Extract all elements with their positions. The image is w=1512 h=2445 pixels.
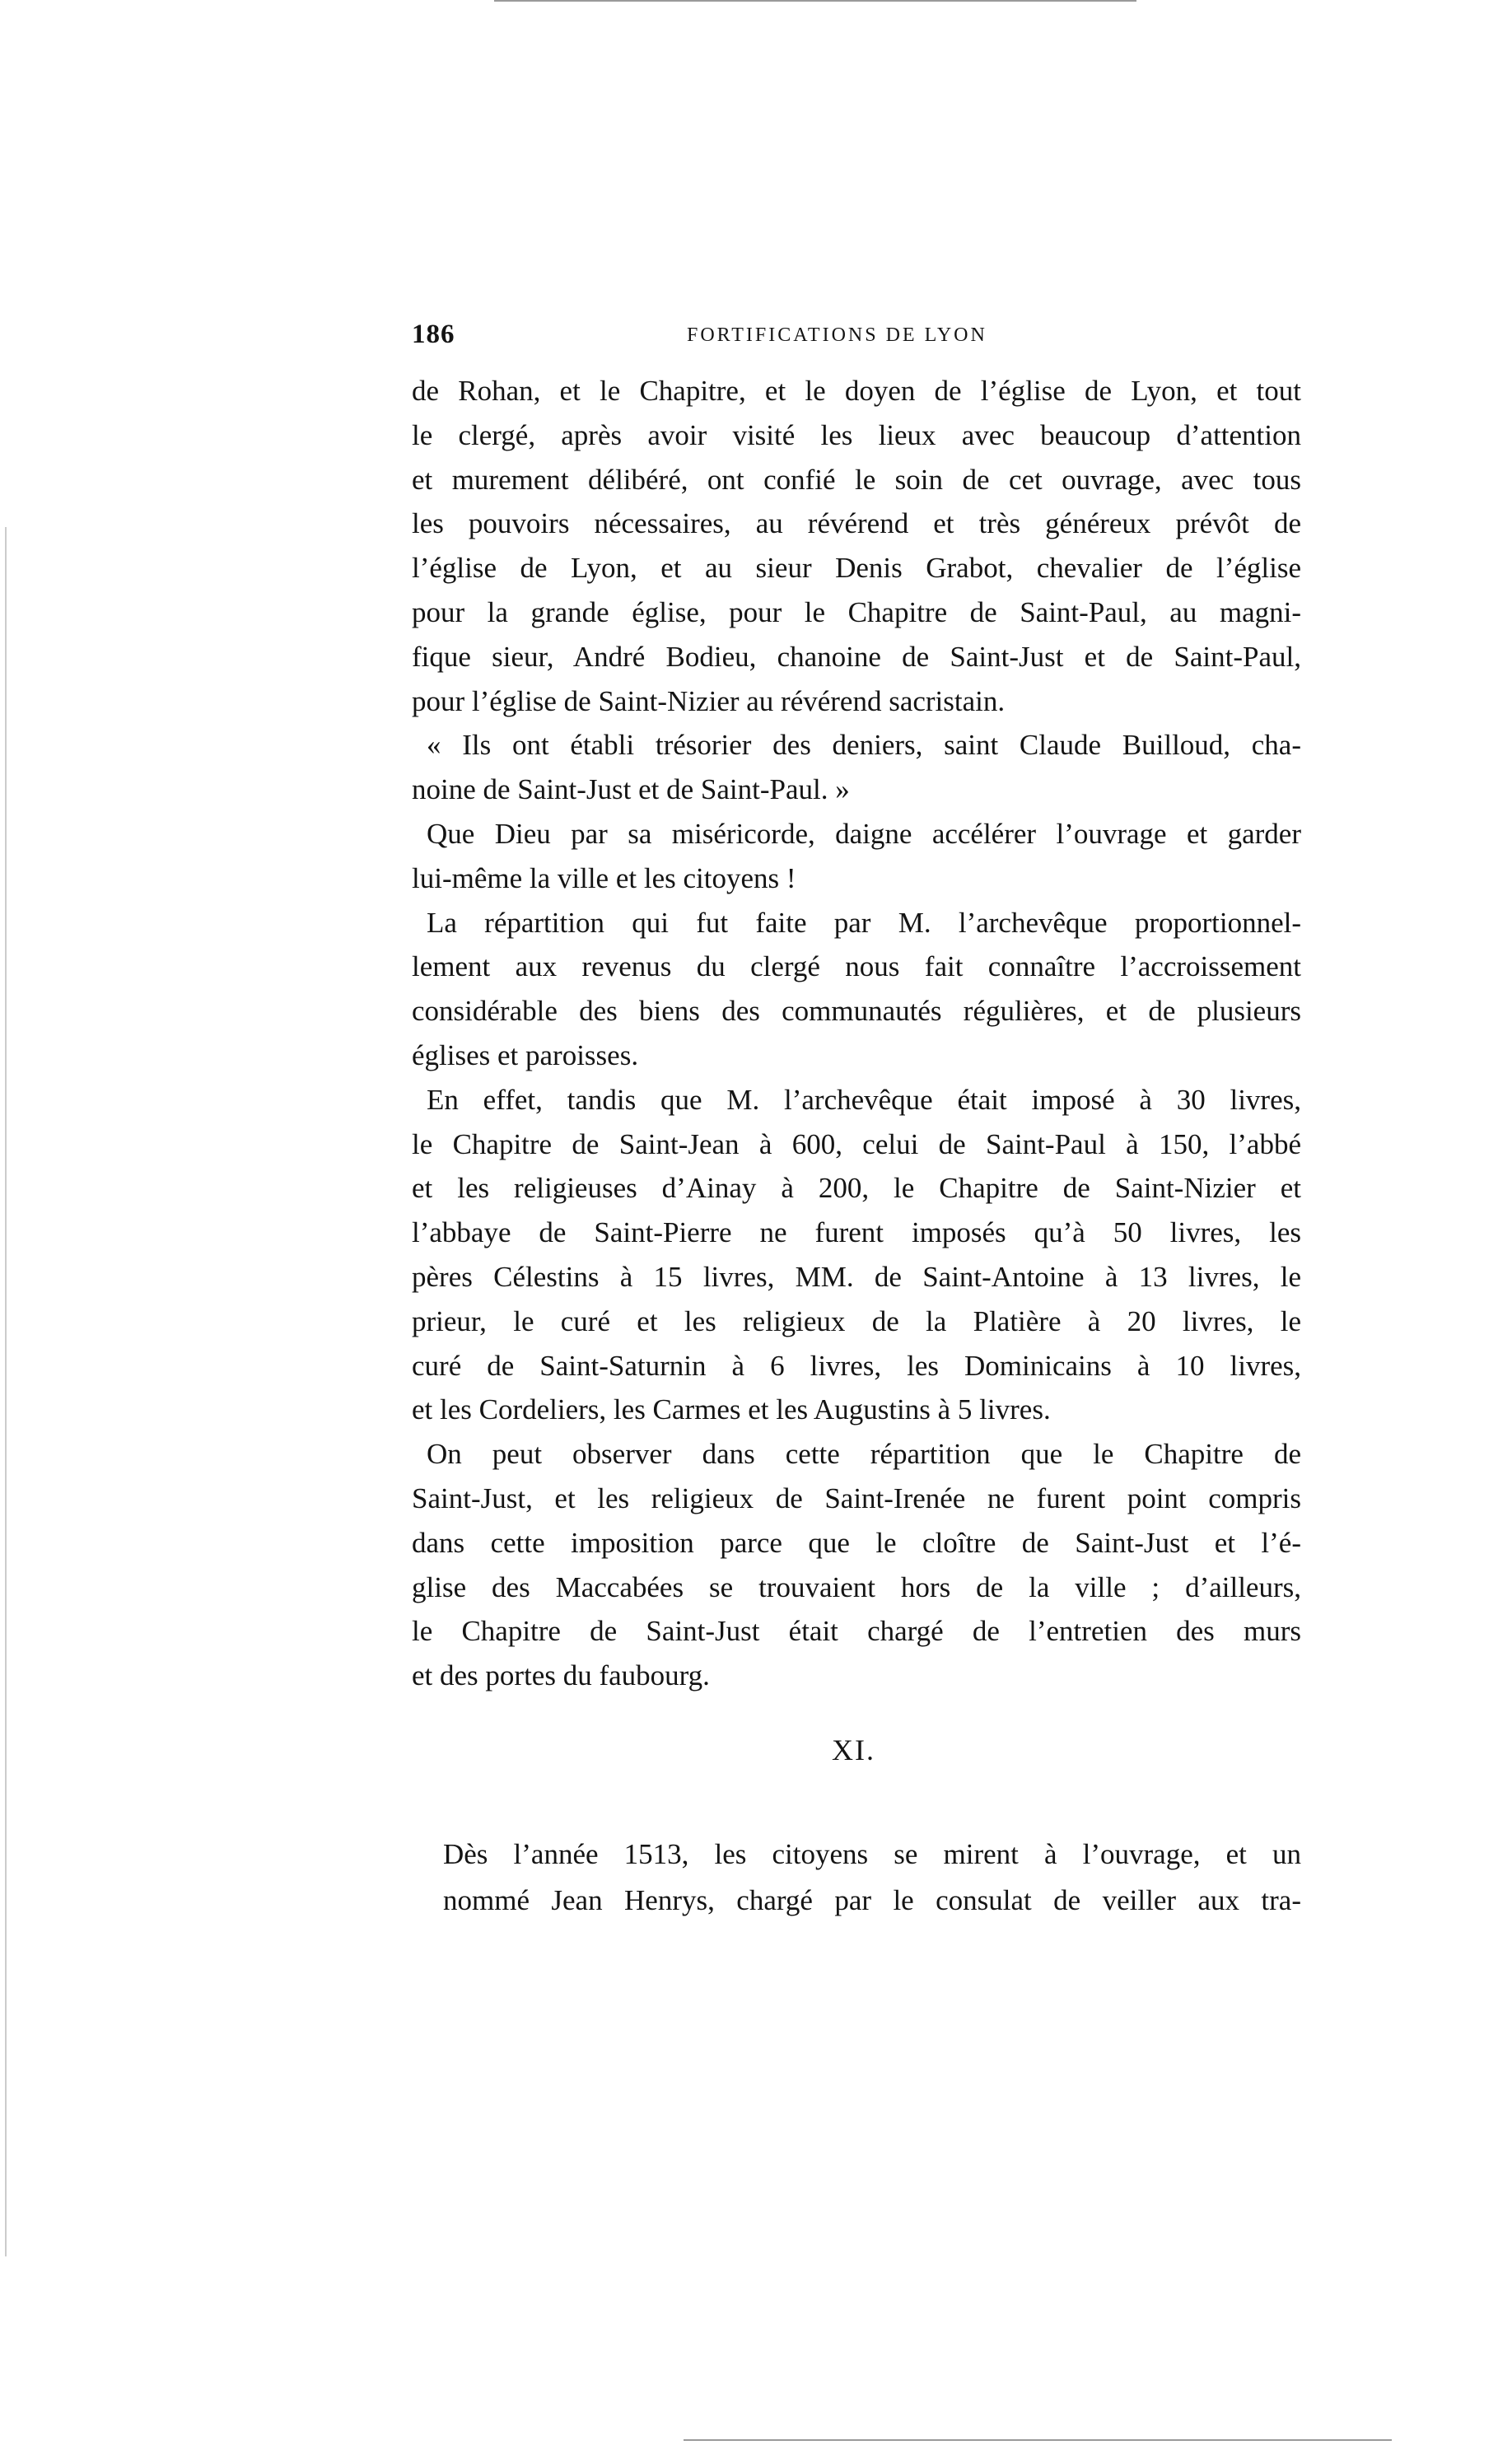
text-line: Que Dieu par sa miséricorde, daigne accélérer l’ouvrage et garder xyxy=(427,817,1301,850)
text-line: noine de Saint-Just et de Saint-Paul. » xyxy=(412,773,850,806)
text-line: Saint-Just, et les religieux de Saint-Irenée ne furent point compris xyxy=(412,1481,1301,1514)
text-line: considérable des biens des communautés régulières, et de plusieurs xyxy=(412,995,1301,1028)
text-line: La répartition qui fut faite par M. l’archevêque proportionnel- xyxy=(427,906,1301,939)
text-line: nommé Jean Henrys, chargé par le consulat de veiller aux tra- xyxy=(443,1884,1301,1916)
text-line: de Rohan, et le Chapitre, et le doyen de l’église de Lyon, et tout xyxy=(412,375,1301,407)
text-line: églises et paroisses. xyxy=(412,1038,639,1071)
text-line: glise des Maccabées se trouvaient hors de la ville ; d’ailleurs, xyxy=(412,1570,1301,1603)
text-line: et les Cordeliers, les Carmes et les Augustins à 5 livres. xyxy=(412,1393,1051,1426)
text-line: On peut observer dans cette répartition que le Chapitre de xyxy=(427,1438,1301,1471)
text-line: fique sieur, André Bodieu, chanoine de Saint-Just et de Saint-Paul, xyxy=(412,640,1301,673)
text-line: et les religieuses d’Ainay à 200, le Chapitre de Saint-Nizier et xyxy=(412,1172,1301,1205)
page-header xyxy=(412,320,1318,352)
text-line: curé de Saint-Saturnin à 6 livres, les Dominicains à 10 livres, xyxy=(412,1349,1301,1382)
page-number: 186 xyxy=(412,320,455,349)
section-heading: XI. xyxy=(832,1733,875,1766)
text-line: lement aux revenus du clergé nous fait connaître l’accroissement xyxy=(412,950,1301,983)
text-line: le Chapitre de Saint-Jean à 600, celui de Saint-Paul à 150, l’abbé xyxy=(412,1127,1301,1160)
text-line: pour l’église de Saint-Nizier au révérend sacristain. xyxy=(412,684,1006,717)
body-text xyxy=(412,369,1301,1698)
text-line: les pouvoirs nécessaires, au révérend et très généreux prévôt de xyxy=(412,507,1301,540)
text-line: pour la grande église, pour le Chapitre de Saint-Paul, au magni- xyxy=(412,595,1301,628)
running-title: FORTIFICATIONS DE LYON xyxy=(687,324,987,346)
text-line: le Chapitre de Saint-Just était chargé de l’entretien des murs xyxy=(412,1615,1301,1648)
scan-edge-bottom xyxy=(684,2439,1392,2441)
scan-edge-top xyxy=(494,0,1136,2)
text-line: dans cette imposition parce que le cloître de Saint-Just et l’é- xyxy=(412,1526,1301,1559)
text-line: et des portes du faubourg. xyxy=(412,1659,710,1692)
text-line: Dès l’année 1513, les citoyens se mirent à l’ouvrage, et un xyxy=(443,1838,1301,1870)
text-line: En effet, tandis que M. l’archevêque était imposé à 30 livres, xyxy=(427,1083,1301,1116)
text-line: et murement délibéré, ont confié le soin de cet ouvrage, avec tous xyxy=(412,463,1301,496)
scan-edge-left xyxy=(5,527,7,2256)
section-text xyxy=(443,1831,1301,1924)
text-line: pères Célestins à 15 livres, MM. de Saint-Antoine à 13 livres, le xyxy=(412,1260,1301,1293)
text-line: l’église de Lyon, et au sieur Denis Grabot, chevalier de l’église xyxy=(412,552,1301,585)
text-line: prieur, le curé et les religieux de la Platière à 20 livres, le xyxy=(412,1304,1301,1337)
text-line: le clergé, après avoir visité les lieux avec beaucoup d’attention xyxy=(412,418,1301,451)
text-line: « Ils ont établi trésorier des deniers, saint Claude Builloud, cha- xyxy=(427,729,1301,762)
text-line: lui-même la ville et les citoyens ! xyxy=(412,861,796,894)
text-line: l’abbaye de Saint-Pierre ne furent imposés qu’à 50 livres, les xyxy=(412,1216,1301,1249)
